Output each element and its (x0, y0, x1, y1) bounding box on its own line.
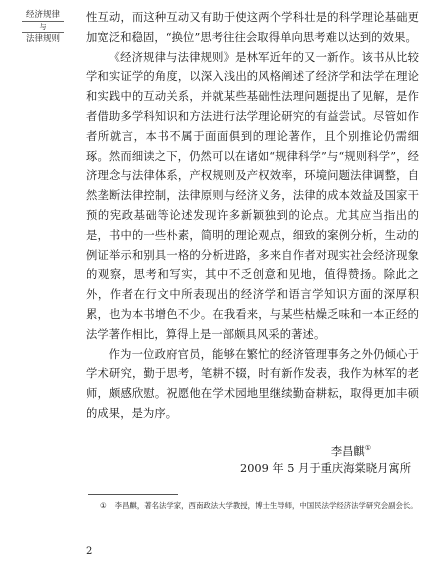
running-head-line1: 经济规律 (25, 10, 60, 20)
running-head-line2: 法律规则 (25, 34, 60, 44)
footnote (100, 500, 420, 512)
running-head-rule-bottom (22, 32, 64, 33)
paragraph-closing: 作为一位政府官员，能够在繁忙的经济管理事务之外仍倾心于学术研究，勤于思考，笔耕不辍，时有新作发表，我作为林军的老师，颇感欣慰。祝愿他在学术园地里继续勤奋耕耘，取得更加丰硕的成果，是为序。 (86, 347, 419, 420)
paragraph-continued: 性互动，而这种互动又有助于使这两个学科壮是的科学理论基础更加宽泛和稳固，“换位”思考往往会取得单向思考难以达到的效果。 (86, 11, 419, 44)
running-head (12, 10, 74, 44)
footnote-reference: ① (364, 444, 371, 452)
running-head-rule-top (22, 21, 64, 22)
preface-body (86, 8, 419, 424)
footnote-divider (88, 494, 178, 495)
signature-name: 李昌麒 (330, 444, 365, 458)
footnote-mark: ① (100, 501, 107, 510)
signature-name-line (331, 439, 371, 461)
running-head-conjunction: 与 (39, 23, 47, 31)
signature-date-place: 2009 年 5 月于重庆海棠晓月寓所 (240, 462, 411, 475)
page-number: 2 (86, 546, 93, 557)
footnote-text: 李昌麒，著名法学家，西南政法大学教授，博士生导师，中国民法学经济法学研究会副会长。 (114, 501, 418, 510)
paragraph-book-review: 《经济规律与法律规则》是林军近年的又一新作。该书从比较学和实证学的角度，以深入浅出的风格阐述了经济学和法学在理论和实践中的互动关系，并就某些基础性法理问题提出了见解，是作者借助多学科知识和方法进行法学理论研究的有益尝试。尽管如作者所就言，本书不属于面面俱到的理论著作，且个别推论仍需细琢。然而细读之下，仍然可以在诸如“规律科学”与“规则科学”，经济理念与法律体系，产权规则及产权效率，环境问题法律调整，自然垄断法律控制，法律原则与经济义务，法律的成本效益及国家干预的宪政基础等论述发现许多新颖独到的论点。尤其应当指出的是，书中的一些朴素，简明的理论观点，细致的案例分析，生动的例证举示和别具一格的分析进路，多来自作者对现实社会经济现象的观察，思考和写实，其中不乏创意和见地，值得赞扬。除此之外，作者在行文中所表现出的经济学和语言学知识方面的深厚积累，也为本书增色不少。在我看来，与某些枯燥乏味和一本正经的法学著作相比，算得上是一部颇具风采的著述。 (86, 50, 419, 341)
